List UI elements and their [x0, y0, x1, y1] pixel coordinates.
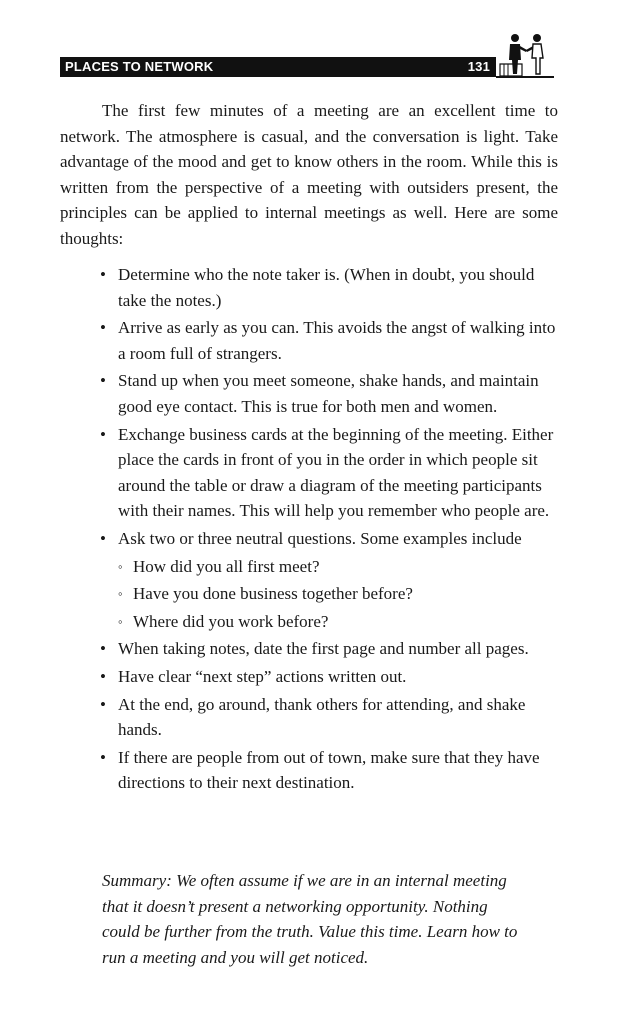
list-item: • If there are people from out of town, make sure that they have directions to their next destination. — [96, 745, 566, 796]
sub-list-item: ◦ How did you all first meet? — [118, 554, 566, 580]
list-item-text: Ask two or three neutral questions. Some examples include — [118, 528, 522, 548]
sub-list-item: ◦ Have you done business together before? — [118, 581, 566, 607]
question-sublist — [118, 554, 566, 635]
list-item: • Arrive as early as you can. This avoids the angst of walking into a room full of strangers. — [96, 315, 566, 366]
list-item: • At the end, go around, thank others for attending, and shake hands. — [96, 692, 566, 743]
list-item: • Stand up when you meet someone, shake hands, and maintain good eye contact. This is true for both men and women. — [96, 368, 566, 419]
sub-list-item: ◦ Where did you work before? — [118, 609, 566, 635]
list-item: • When taking notes, date the first page and number all pages. — [96, 636, 566, 662]
list-item — [96, 526, 566, 634]
summary-paragraph: Summary: We often assume if we are in an internal meeting that it doesn’t present a networking opportunity. Nothing could be further from the truth. Value this time. Learn how to run a meeting and you will get noticed. — [102, 871, 518, 967]
chapter-title: PLACES TO NETWORK — [65, 59, 214, 74]
list-item: • Determine who the note taker is. (When in doubt, you should take the notes.) — [96, 262, 566, 313]
tips-list — [96, 262, 566, 798]
list-item: • Exchange business cards at the beginning of the meeting. Either place the cards in front of you in the order in which people sit around the table or draw a diagram of the meeting participants with their names. This will help you remember who people are. — [96, 422, 566, 524]
page-number: 131 — [467, 59, 490, 74]
handshake-icon — [496, 28, 556, 78]
running-header — [60, 57, 496, 77]
list-item: • Have clear “next step” actions written out. — [96, 664, 566, 690]
intro-paragraph: The first few minutes of a meeting are an excellent time to network. The atmosphere is casual, and the conversation is light. Take advantage of the mood and get to know others in the room. While this is written from the perspective of a meeting with outsiders present, the principles can be applied to internal meetings as well. Here are some thoughts: — [60, 101, 558, 248]
